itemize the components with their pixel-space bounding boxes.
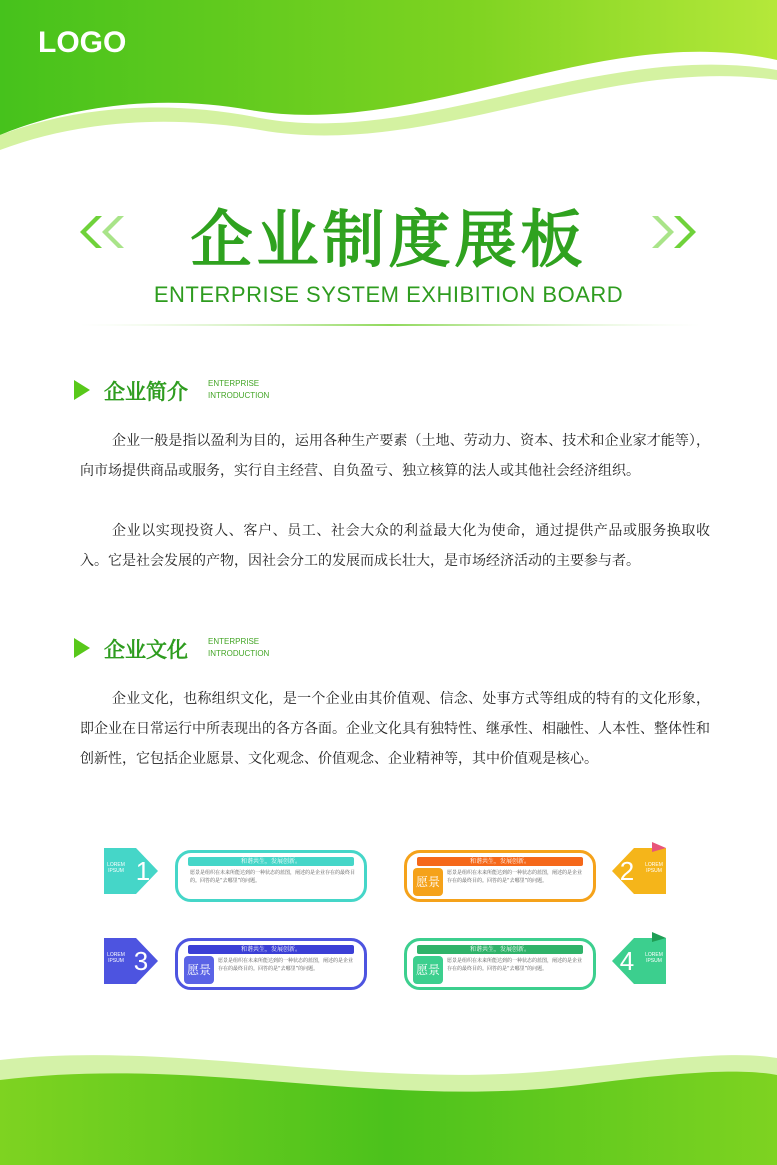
bottom-wave-banner [0, 1030, 777, 1165]
page-title: 企业制度展板 [190, 203, 587, 276]
triangle-arrow-icon [74, 380, 90, 400]
paragraph: 企业一般是指以盈利为目的，运用各种生产要素（土地、劳动力、资本、技术和企业家才能等），向市场提供商品或服务，实行自主经营、自负盈亏、独立核算的法人或其他社会经济组织。 [80, 433, 710, 479]
section-en-label: ENTERPRISE INTRODUCTION [208, 379, 270, 400]
title-divider [80, 322, 700, 328]
card-heading: 和谐共生，发展创新。 [417, 857, 583, 866]
step-lorem: LOREM IPSUM [645, 952, 663, 964]
card-label: 愿景 [413, 868, 443, 896]
card-heading: 和谐共生，发展创新。 [188, 857, 354, 866]
info-card [175, 850, 367, 902]
card-label: 愿景 [413, 956, 443, 984]
step-number: 3 [133, 946, 149, 976]
step-number: 2 [619, 856, 635, 886]
info-card [404, 850, 596, 902]
step-lorem: LOREM IPSUM [107, 862, 125, 874]
step-number: 4 [619, 946, 635, 976]
triangle-arrow-icon [74, 638, 90, 658]
card-body: 愿景是组织在未来所能达到的一种状态的蓝图，阐述的是企业存在的最终目的。回答的是“去哪里”的问题。 [218, 958, 354, 972]
card-heading: 和谐共生，发展创新。 [188, 945, 354, 954]
page-subtitle: ENTERPRISE SYSTEM EXHIBITION BOARD [153, 282, 624, 307]
info-card [175, 938, 367, 990]
step-number: 1 [135, 856, 151, 886]
info-card [404, 938, 596, 990]
step-lorem: LOREM IPSUM [645, 862, 663, 874]
section-en-label: ENTERPRISE INTRODUCTION [208, 637, 270, 658]
section-title: 企业简介 [104, 380, 188, 404]
card-body: 愿景是组织在未来所能达到的一种状态的蓝图，阐述的是企业存在的最终目的。回答的是“去哪里”的问题。 [190, 870, 356, 884]
paragraph: 企业文化，也称组织文化，是一个企业由其价值观、信念、处事方式等组成的特有的文化形象，即企业在日常运行中所表现出的各方各面。企业文化具有独特性、继承性、相融性、人本性、整体性和创新性，它包括企业愿景、文化观念、价值观念、企业精神等，其中价值观是核心。 [80, 691, 710, 767]
card-body: 愿景是组织在未来所能达到的一种状态的蓝图，阐述的是企业存在的最终目的。回答的是“去哪里”的问题。 [447, 958, 583, 972]
card-heading: 和谐共生，发展创新。 [417, 945, 583, 954]
card-body: 愿景是组织在未来所能达到的一种状态的蓝图，阐述的是企业存在的最终目的。回答的是“去哪里”的问题。 [447, 870, 583, 884]
step-lorem: LOREM IPSUM [107, 952, 125, 964]
paragraph: 企业以实现投资人、客户、员工、社会大众的利益最大化为使命，通过提供产品或服务换取收入。它是社会发展的产物，因社会分工的发展而成长壮大，是市场经济活动的主要参与者。 [80, 523, 710, 569]
card-label: 愿景 [184, 956, 214, 984]
logo: LOGO [38, 26, 127, 59]
section-title: 企业文化 [104, 638, 188, 662]
